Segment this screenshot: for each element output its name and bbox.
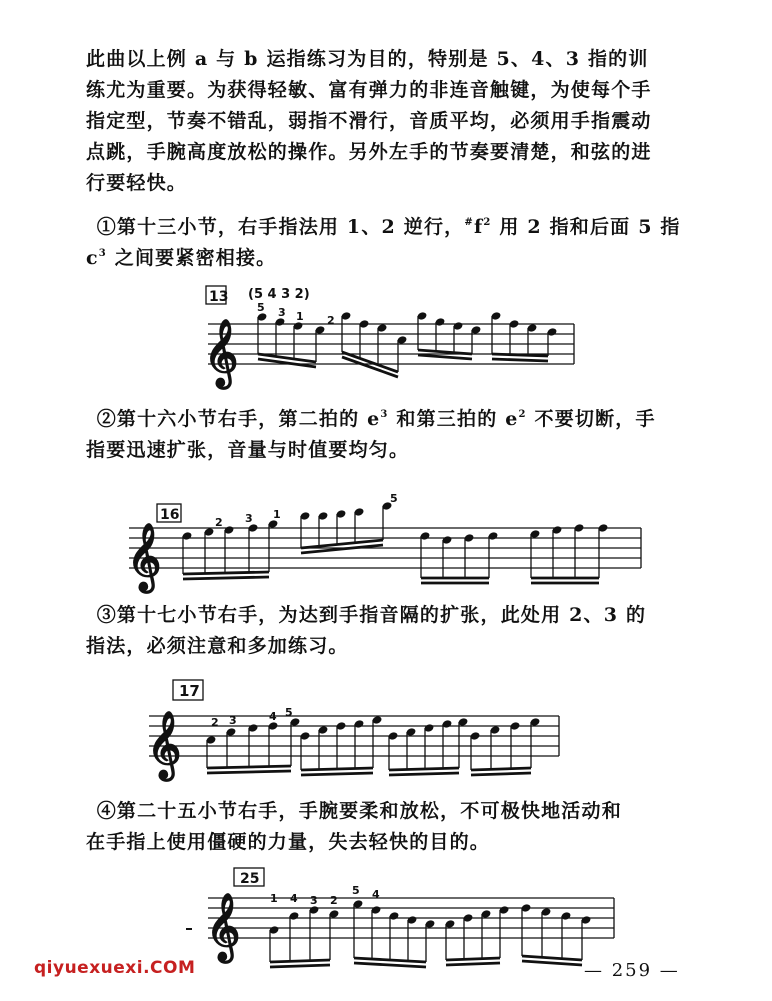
note-3-line-1: ③第十七小节右手，为达到手指音隔的扩张，此处用 2、3 的 <box>96 604 647 626</box>
finger-number: 4 <box>372 888 380 901</box>
page-number: — 259 — <box>584 960 680 981</box>
note-beam <box>446 963 500 965</box>
note-group <box>206 715 541 775</box>
note-beam <box>183 572 269 574</box>
note-beam <box>492 359 548 361</box>
note-4-line-1: ④第二十五小节右手，手腕要柔和放松，不可极快地活动和 <box>96 800 622 822</box>
margin-mark <box>186 928 192 930</box>
note-4-paragraph <box>86 796 698 858</box>
note-beam <box>389 768 459 770</box>
intro-line-1: 此曲以上例 a 与 b 运指练习为目的，特别是 5、4、3 指的训 <box>86 48 649 70</box>
note-beam <box>354 958 426 962</box>
note-group <box>269 899 592 967</box>
note-beam <box>207 771 291 773</box>
note-beam <box>492 354 548 356</box>
treble-clef-icon: 𝄞 <box>204 318 239 386</box>
finger-number: 1 <box>296 310 304 323</box>
note-beam <box>471 773 531 775</box>
note-beam <box>270 965 330 967</box>
finger-number: 5 <box>390 492 398 505</box>
note-1-line-1: ①第十三小节，右手指法用 1、2 逆行，$^{\#}f^2$ 用 2 指和后面 5 指 <box>96 216 681 238</box>
intro-line-5: 行要轻快。 <box>86 172 188 194</box>
note-beam <box>471 768 531 770</box>
music-example-25 <box>200 864 620 969</box>
note-beam <box>389 773 459 775</box>
measure-number: 25 <box>240 871 260 887</box>
note-2-paragraph <box>86 404 698 466</box>
note-beam <box>446 958 500 960</box>
music-example-13 <box>200 284 580 384</box>
treble-clef-icon: 𝄞 <box>147 710 182 778</box>
note-beam <box>354 963 426 967</box>
note-beam <box>270 960 330 962</box>
intro-paragraph <box>86 44 698 199</box>
note-beam <box>301 773 373 775</box>
finger-number: 5 <box>352 884 360 897</box>
note-beam <box>301 768 373 770</box>
intro-line-2: 练尤为重要。为获得轻敏、富有弹力的非连音触键，为使每个手 <box>86 79 652 101</box>
finger-number: 2 <box>215 516 223 529</box>
note-3-line-2: 指法，必须注意和多加练习。 <box>86 635 349 657</box>
treble-clef-icon: 𝄞 <box>127 522 162 590</box>
note-beam <box>522 956 582 960</box>
finger-number: 4 <box>290 892 298 905</box>
music-example-17 <box>145 674 565 784</box>
note-beam <box>418 355 472 359</box>
finger-number: 2 <box>330 894 338 907</box>
watermark: qiyuexuexi.COM <box>34 958 196 978</box>
note-2-line-2: 指要迅速扩张，音量与时值要均匀。 <box>86 439 410 461</box>
finger-number: 4 <box>269 710 277 723</box>
finger-number: 1 <box>270 892 278 905</box>
treble-clef-icon: 𝄞 <box>206 892 241 960</box>
intro-line-4: 点跳，手腕高度放松的操作。另外左手的节奏要清楚，和弦的进 <box>86 141 652 163</box>
finger-number: 3 <box>245 512 253 525</box>
note-4-line-2: 在手指上使用僵硬的力量，失去轻快的目的。 <box>86 831 491 853</box>
measure-number: 13 <box>209 289 229 305</box>
fingering-top: (5 4 3 2) <box>248 287 310 302</box>
finger-number: 2 <box>327 314 335 327</box>
note-beam <box>522 961 582 965</box>
note-beam <box>342 352 398 372</box>
finger-number: 3 <box>278 306 286 319</box>
note-1-line-2: $c^3$ 之间要紧密相接。 <box>86 247 277 269</box>
measure-number: 17 <box>179 682 200 700</box>
finger-number: 5 <box>285 706 293 719</box>
intro-line-3: 指定型，节奏不错乱，弱指不滑行，音质平均，必须用手指震动 <box>86 110 652 132</box>
note-beam <box>207 766 291 768</box>
note-beam <box>183 577 269 579</box>
note-3-paragraph <box>86 600 698 662</box>
finger-number: 1 <box>273 508 281 521</box>
measure-number: 16 <box>160 507 180 523</box>
finger-number: 3 <box>229 714 237 727</box>
finger-number: 3 <box>310 894 318 907</box>
note-1-paragraph <box>86 212 698 274</box>
music-example-16 <box>125 488 645 588</box>
note-beam <box>342 357 398 377</box>
note-2-line-1: ②第十六小节右手，第二拍的 $e^3$ 和第三拍的 $e^2$ 不要切断，手 <box>96 408 656 430</box>
finger-number: 2 <box>211 716 219 729</box>
finger-number: 5 <box>257 301 265 314</box>
